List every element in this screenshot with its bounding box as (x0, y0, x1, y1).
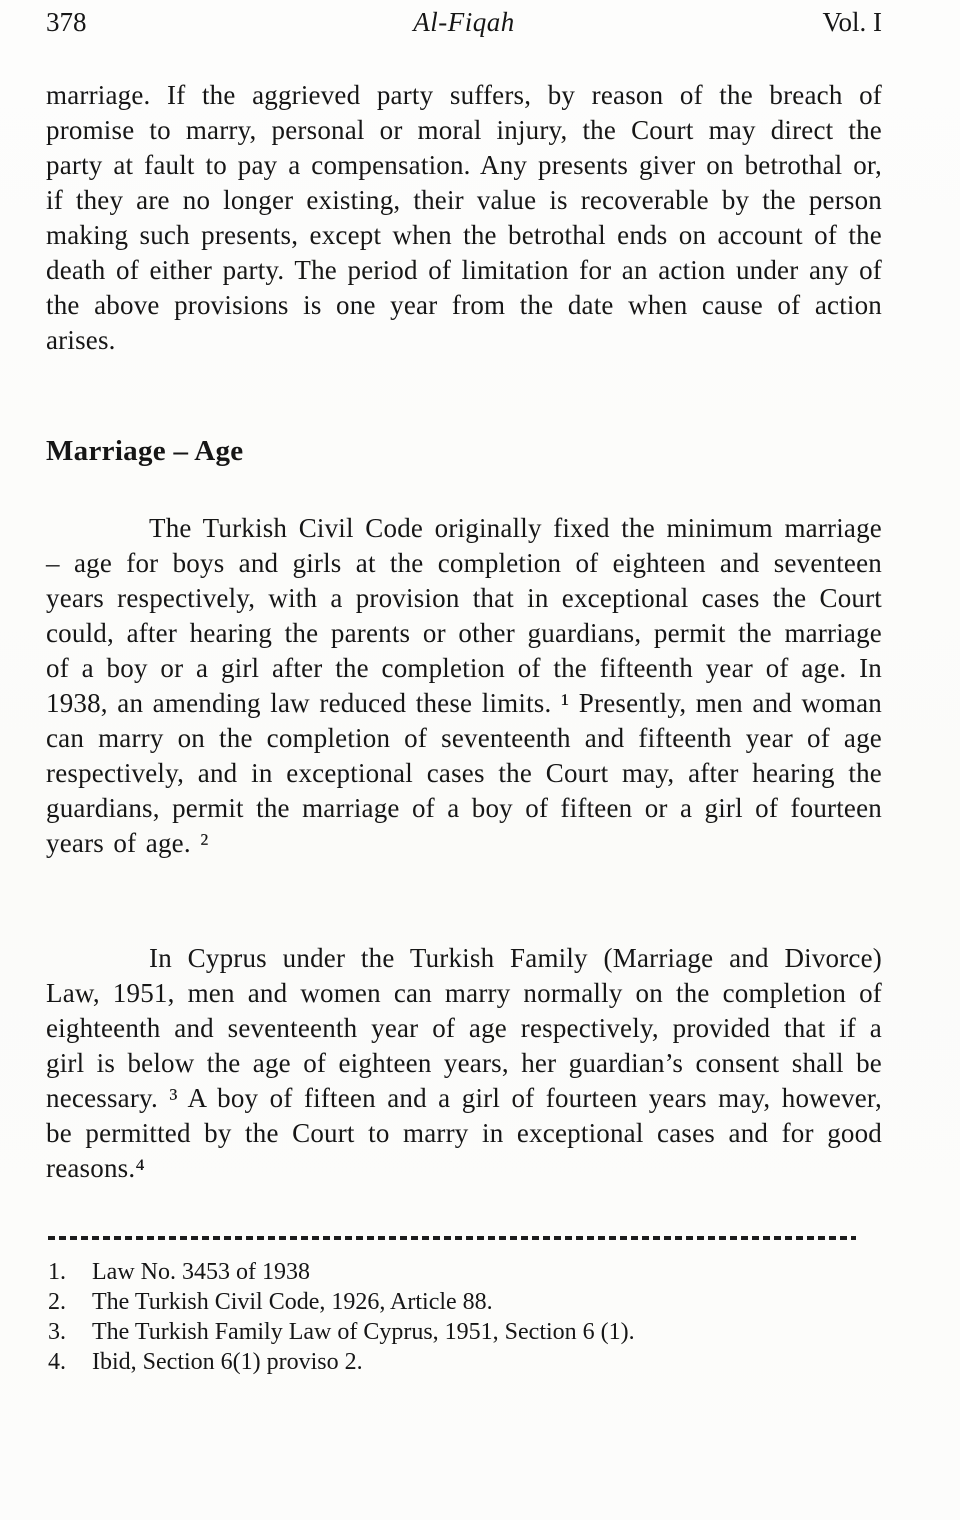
footnote-number: 3. (48, 1319, 66, 1345)
footnote-number: 4. (48, 1349, 66, 1375)
footnote-text: Law No. 3453 of 1938 (92, 1259, 310, 1285)
page-body (46, 78, 882, 1377)
paragraph-cyprus-family-law: In Cyprus under the Turkish Family (Marriage and Divorce) Law, 1951, men and women can marry normally on the completion of eighteenth and seventeenth year of age respectively, provided that if a girl is below the age of eighteen years, her guardian’s consent shall be necessary. ³ A boy of fifteen and a girl of fourteen years may, however, be permitted by the Court to marry in exceptional cases and for good reasons.⁴ (46, 943, 882, 1183)
book-title: Al-Fiqah (413, 7, 515, 37)
footnote-text: The Turkish Family Law of Cyprus, 1951, Section 6 (1). (92, 1319, 635, 1345)
page-header (46, 6, 882, 38)
page-number: 378 (46, 7, 87, 37)
section-heading-marriage-age: Marriage – Age (46, 435, 244, 467)
footnote-item (48, 1287, 882, 1317)
footnote-item (48, 1317, 882, 1347)
footnotes-list (46, 1257, 882, 1377)
volume-label: Vol. I (822, 7, 882, 37)
paragraph-turkish-civil-code: The Turkish Civil Code originally fixed the minimum marriage – age for boys and girls at the completion of eighteen and seventeen years respectively, with a provision that in exceptional cases the Court could, after hearing the parents or other guardians, permit the marriage of a boy or a girl after the completion of the fifteenth year of age. In 1938, an amending law reduced these limits. ¹ Presently, men and woman can marry on the completion of seventeenth and fifteenth year of age respectively, and in exceptional cases the Court may, after hearing the guardians, permit the marriage of a boy of fifteen or a girl of fourteen years of age. ² (46, 513, 882, 858)
footnote-item (48, 1347, 882, 1377)
footnote-item (48, 1257, 882, 1287)
footnote-text: The Turkish Civil Code, 1926, Article 88. (92, 1289, 493, 1315)
footnote-number: 2. (48, 1289, 66, 1315)
footnote-separator (48, 1236, 856, 1240)
paragraph-breach-of-promise: marriage. If the aggrieved party suffers, by reason of the breach of promise to marry, personal or moral injury, the Court may direct the party at fault to pay a compensation. Any presents giver on betrothal or, if they are no longer existing, their value is recoverable by the person making such presents, except when the betrothal ends on account of the death of either party. The period of limitation for an action under any of the above provisions is one year from the date when cause of action arises. (46, 80, 882, 355)
footnote-text: Ibid, Section 6(1) proviso 2. (92, 1349, 363, 1375)
footnote-number: 1. (48, 1259, 66, 1285)
